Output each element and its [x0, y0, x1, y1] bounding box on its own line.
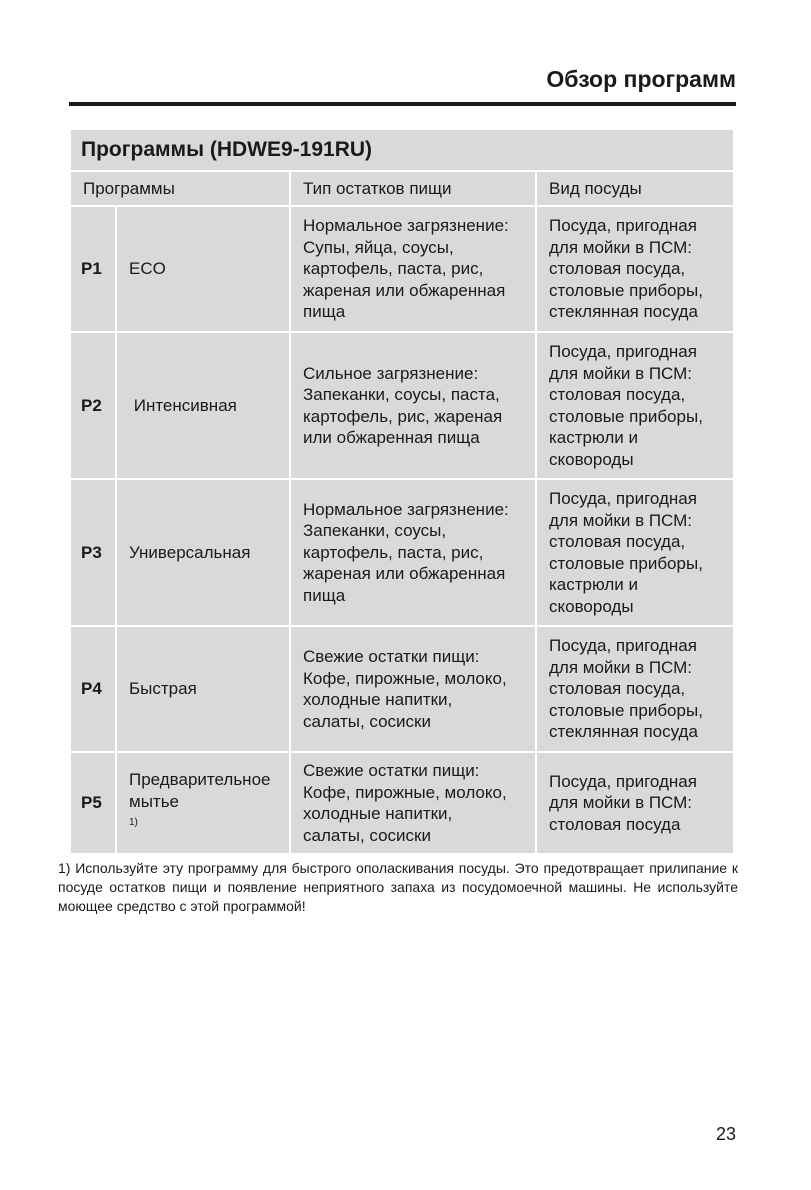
footnote-marker: 1) [129, 817, 138, 829]
dish-line: для мойки в ПСМ: [549, 510, 693, 530]
dish-line: для мойки в ПСМ: [549, 793, 693, 813]
dish-line: кастрюли и [549, 575, 639, 594]
program-name: Быстрая [116, 626, 290, 752]
program-name: Универсальная [116, 479, 290, 626]
dish-line: для мойки в ПСМ: [549, 237, 693, 257]
footnote: 1) Используйте эту программу для быстрого ополаскивания посуды. Это предотвращает прилипание к посуде остатков пищи и появление неприятного запаха из посудомоечной машины. Не используйте моющее средство с этой программой! [58, 860, 738, 914]
dish-line: сковороды [549, 449, 634, 469]
dish-line: сковороды [549, 596, 634, 616]
soil-line: Свежие остатки пищи: [303, 647, 480, 666]
table-header-row [70, 171, 734, 206]
soil-type-cell [290, 332, 536, 479]
dish-line: столовая посуда, [549, 532, 686, 551]
column-header-soil: Тип остатков пищи [290, 171, 536, 206]
table-row [70, 332, 734, 479]
program-name-line: Предварительное [129, 770, 271, 790]
dish-line: Посуда, пригодная [549, 216, 697, 236]
table-row [70, 626, 734, 752]
section-title: Обзор программ [546, 66, 736, 92]
dish-type-cell [536, 332, 734, 479]
soil-line: Сильное загрязнение: [303, 363, 479, 383]
soil-line: картофель, рис, жареная [303, 406, 503, 426]
program-code: P2 [70, 332, 116, 479]
soil-line: салаты, сосиски [303, 711, 431, 731]
page-header [69, 62, 736, 106]
column-header-programs: Программы [70, 171, 290, 206]
dish-line: столовые приборы, [549, 406, 703, 426]
dish-line: стеклянная посуда [549, 722, 698, 742]
table-row [70, 479, 734, 626]
soil-line: Запеканки, соусы, паста, [303, 385, 500, 404]
dish-type-cell [536, 626, 734, 752]
soil-line: Нормальное загрязнение: [303, 499, 509, 519]
table-title: Программы (HDWE9-191RU) [70, 129, 734, 171]
dish-line: столовая посуда, [549, 385, 686, 404]
soil-line: салаты, сосиски [303, 825, 431, 845]
dish-line: Посуда, пригодная [549, 771, 697, 791]
soil-line: Кофе, пирожные, молоко, [303, 668, 507, 688]
soil-line: жареная или обжаренная [303, 564, 506, 584]
soil-type-cell [290, 479, 536, 626]
soil-line: Свежие остатки пищи: [303, 761, 480, 780]
dish-line: столовые приборы, [549, 280, 703, 300]
program-name-text: Интенсивная [133, 395, 237, 415]
dish-type-cell [536, 752, 734, 854]
program-name [116, 332, 290, 479]
soil-line: картофель, паста, рис, [303, 259, 484, 279]
programs-table [69, 128, 735, 855]
program-code: P5 [70, 752, 116, 854]
dish-line: для мойки в ПСМ: [549, 657, 693, 677]
soil-line: или обжаренная пища [303, 428, 480, 447]
dish-line: для мойки в ПСМ: [549, 363, 693, 383]
program-name [116, 752, 290, 854]
page-number: 23 [715, 1124, 736, 1144]
soil-line: жареная или обжаренная [303, 280, 506, 300]
program-name-line [129, 791, 281, 837]
soil-type-cell [290, 206, 536, 332]
dish-line: столовая посуда, [549, 679, 686, 699]
soil-type-cell [290, 752, 536, 854]
soil-line: пища [303, 302, 346, 322]
dish-line: кастрюли и [549, 428, 639, 447]
soil-line: Кофе, пирожные, молоко, [303, 782, 507, 802]
program-name-text: мытье [129, 791, 180, 811]
soil-line: холодные напитки, [303, 690, 453, 709]
dish-line: Посуда, пригодная [549, 342, 697, 361]
column-header-dishes: Вид посуды [536, 171, 734, 206]
table-row [70, 206, 734, 332]
soil-line: картофель, паста, рис, [303, 542, 484, 562]
dish-line: столовые приборы, [549, 700, 703, 720]
dish-line: Посуда, пригодная [549, 489, 697, 508]
soil-line: Супы, яйца, соусы, [303, 237, 454, 257]
dish-type-cell [536, 479, 734, 626]
soil-line: Нормальное загрязнение: [303, 216, 509, 236]
soil-type-cell [290, 626, 536, 752]
soil-line: пища [303, 585, 346, 605]
dish-line: столовая посуда, [549, 259, 686, 279]
program-code: P3 [70, 479, 116, 626]
dish-type-cell [536, 206, 734, 332]
dish-line: столовая посуда [549, 814, 681, 834]
soil-line: Запеканки, соусы, [303, 521, 447, 541]
table-row [70, 752, 734, 854]
dish-line: стеклянная посуда [549, 302, 698, 322]
dish-line: столовые приборы, [549, 553, 703, 573]
program-code: P4 [70, 626, 116, 752]
soil-line: холодные напитки, [303, 804, 453, 823]
program-name: ECO [116, 206, 290, 332]
dish-line: Посуда, пригодная [549, 636, 697, 656]
program-code: P1 [70, 206, 116, 332]
